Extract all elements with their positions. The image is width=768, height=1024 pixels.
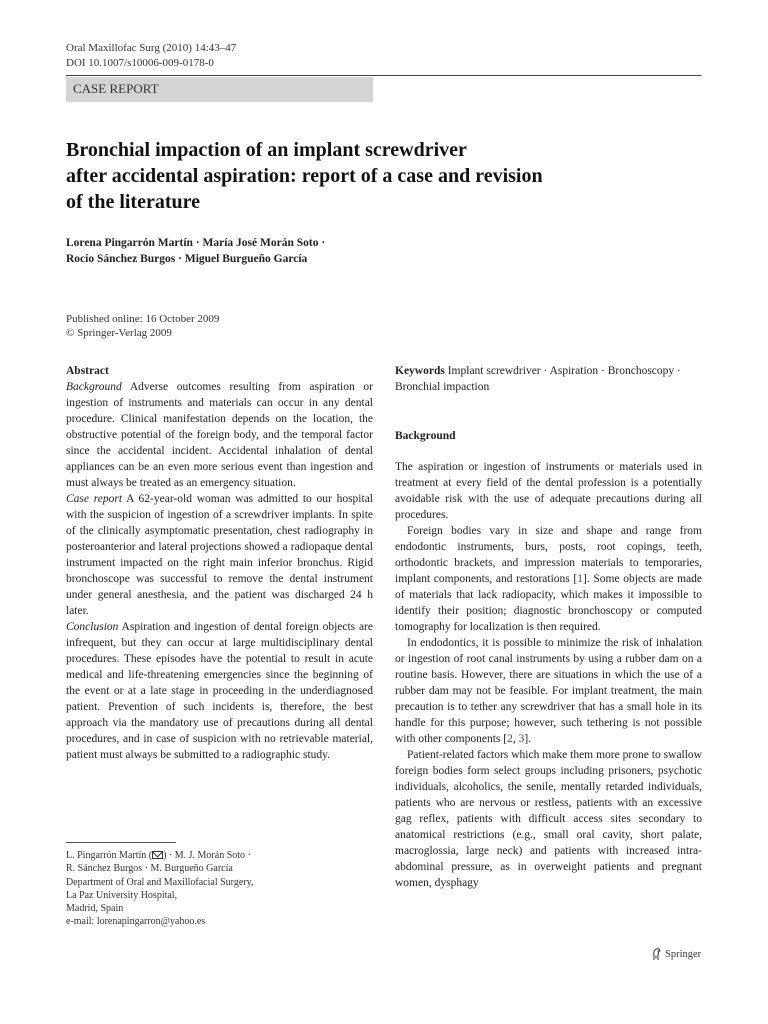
- paragraph-text: In endodontics, it is possible to minimize the risk of inhalation or ingestion of root canal instruments by using a rubber dam on a routine basis. However, there are situations in which the use of a rubber dam may not be feasible. For implant treatment, the main precaution is to tether any screwdriver that has a small hole in its handle for this purpose; however, such tethering is not possible with other components [: [395, 637, 702, 745]
- affiliation-line: Madrid, Spain: [66, 903, 124, 915]
- background-label: Background: [66, 381, 122, 393]
- copyright: © Springer-Verlag 2009: [66, 327, 172, 339]
- background-paragraph: The aspiration or ingestion of instruments or materials used in treatment at every field of the dental profession is a potentially avoidable risk with the use of adequate precautions during all procedures.: [395, 461, 702, 521]
- title-line: of the literature: [66, 191, 201, 213]
- conclusion-text: Aspiration and ingestion of dental foreign objects are infrequent, but they can occur at large multidisciplinary dental procedures. These episodes have the potential to result in acute medical and life-threatening emergencies since the beginning of the event or at a late stage in proceeding in the underdiagnosed patient. Prevention of such incidents is, therefore, the best approach via the mandatory use of precautions during all dental procedures, and in case of suspicion with no retrievable material, patient must always be submitted to a radiographic study.: [66, 621, 373, 761]
- background-paragraph: Patient-related factors which make them more prone to swallow foreign bodies form select groups including prisoners, psychotic individuals, alcoholics, the senile, mentally retarded individuals, patients who are nervous or restless, patients with an excessive gag reflex, patients with difficult access sites secondary to anatomical restrictions (e.g., small oral cavity, short palate, macroglossia, large neck) and patients with increased intra-abdominal pressure, as in overweight patients and pregnant women, dysphagy: [395, 749, 702, 889]
- abstract-heading: Abstract: [66, 365, 109, 377]
- paragraph-text: Foreign bodies vary in size and shape and range from endodontic instruments, burs, posts, root copings, teeth, orthodontic brackets, and impression materials to temporaries, implant components, and restorations [: [395, 525, 702, 585]
- paragraph-text: ,: [512, 733, 519, 745]
- section-banner: CASE REPORT: [66, 77, 373, 102]
- journal-citation: Oral Maxillofac Surg (2010) 14:43–47: [66, 42, 237, 54]
- author-line: Lorena Pingarrón Martín · María José Morán Soto ·: [66, 237, 326, 249]
- affiliation-line: Department of Oral and Maxillofacial Surgery,: [66, 876, 254, 888]
- author-line: Rocío Sánchez Burgos · Miguel Burgueño García: [66, 253, 308, 265]
- keywords: [395, 363, 702, 395]
- title-line: Bronchial impaction of an implant screwdriver: [66, 139, 467, 161]
- reference-link[interactable]: 1: [577, 573, 583, 585]
- background-text: Adverse outcomes resulting from aspiration or ingestion of instruments and materials can occur in any dental procedure. Clinical manifestation depends on the location, the obstructive potential of the foreign body, and the temporal factor since the accidental incident. Accidental inhalation of dental appliances can be an even more serious event than ingestion and must always be treated as an emergency situation.: [66, 381, 373, 489]
- background-paragraph: [395, 523, 702, 635]
- reference-link[interactable]: 3: [518, 733, 525, 745]
- keywords-label: Keywords: [395, 365, 445, 377]
- abstract: [66, 363, 373, 763]
- keywords-text: Implant screwdriver · Aspiration · Bronchoscopy · Bronchial impaction: [395, 365, 681, 393]
- case-text: A 62-year-old woman was admitted to our hospital with the suspicion of ingestion of a screwdriver implants. In spite of the clinically asymptomatic presentation, chest radiography in posteroanterior and lateral projections showed a radiopaque dental instrument impacted on the right main inferior bronchus. Rigid bronchoscope was successful to remove the dental instrument under general anesthesia, and the patient was discharged 24 h later.: [66, 493, 373, 617]
- author-list: [66, 235, 486, 267]
- paragraph-text: ].: [524, 733, 532, 745]
- conclusion-label: Conclusion: [66, 621, 119, 633]
- background-heading: Background: [395, 430, 456, 442]
- abstract-case: [66, 491, 373, 619]
- doi: DOI 10.1007/s10006-009-0178-0: [66, 57, 214, 69]
- publication-info: [66, 312, 219, 340]
- affiliation-line: [66, 849, 373, 862]
- publisher-logo: [651, 948, 701, 961]
- right-column: [395, 363, 702, 891]
- author-email[interactable]: e-mail: lorenapingarron@yahoo.es: [66, 916, 206, 928]
- paragraph-text: ]. Some objects are made of materials that lack radiopacity, which makes it impossible to identify their position; diagnostic bronchoscopy or computed tomography for localization is then required.: [395, 573, 702, 633]
- published-date: Published online: 16 October 2009: [66, 313, 220, 325]
- springer-horse-icon: [651, 948, 662, 961]
- header-rule: [66, 75, 701, 76]
- envelope-icon: [152, 851, 163, 859]
- affiliation: [66, 849, 373, 929]
- abstract-background: [66, 379, 373, 491]
- footnote-rule: [66, 842, 176, 843]
- affiliation-line: R. Sánchez Burgos · M. Burgueño García: [66, 863, 233, 875]
- affiliation-name: ) · M. J. Morán Soto ·: [163, 850, 251, 861]
- case-label: Case report: [66, 493, 123, 505]
- background-paragraph: [395, 635, 702, 747]
- affiliation-name: L. Pingarrón Martín (: [66, 850, 153, 861]
- article-title: [66, 137, 666, 215]
- title-line: after accidental aspiration: report of a case and revision: [66, 165, 543, 187]
- affiliation-line: La Paz University Hospital,: [66, 889, 178, 901]
- reference-link[interactable]: 2: [507, 733, 513, 745]
- abstract-conclusion: [66, 619, 373, 763]
- publisher-name: Springer: [665, 949, 702, 960]
